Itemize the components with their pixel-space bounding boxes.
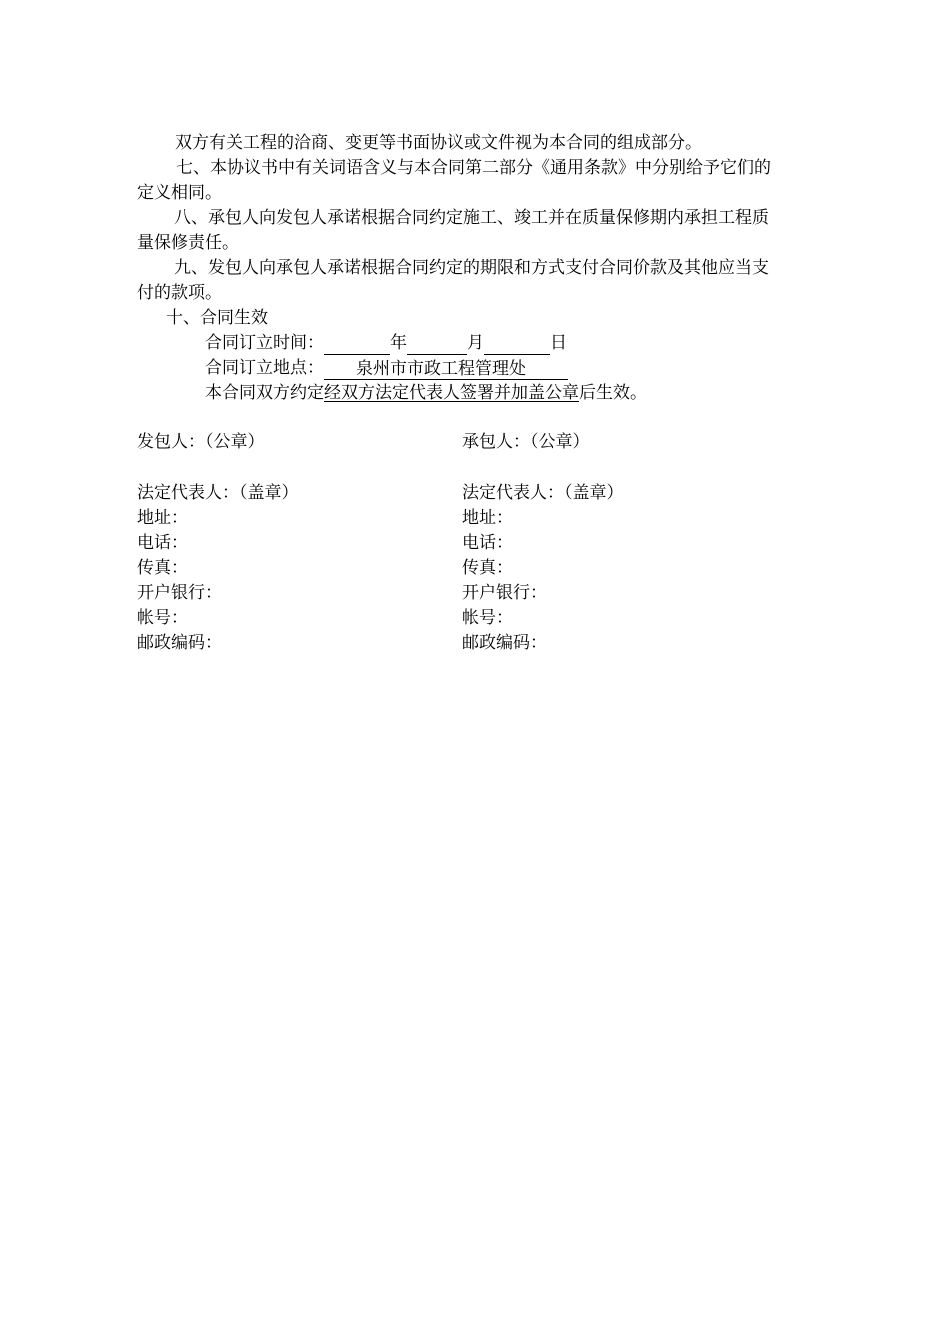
signing-place-row xyxy=(205,356,568,380)
day-blank xyxy=(484,334,550,355)
employer-party: 发包人：（公章） xyxy=(137,432,265,452)
paragraph-9-line-2: 付的款项。 xyxy=(137,283,222,303)
effect-clause xyxy=(205,381,647,405)
signing-place-field xyxy=(324,359,568,380)
contractor-bank: 开户银行： xyxy=(462,583,547,603)
paragraph-8-line-1: 八、承包人向发包人承诺根据合同约定施工、竣工并在质量保修期内承担工程质 xyxy=(174,208,769,228)
contractor-fax: 传真： xyxy=(462,558,513,578)
month-blank xyxy=(407,334,467,355)
effect-clause-suffix: 后生效。 xyxy=(579,383,647,403)
month-label: 月 xyxy=(467,333,484,353)
signing-time-label: 合同订立时间： xyxy=(205,333,324,353)
section-10-heading: 十、合同生效 xyxy=(166,308,268,328)
contractor-phone: 电话： xyxy=(462,533,513,553)
contractor-address: 地址： xyxy=(462,508,513,528)
effect-clause-prefix: 本合同双方约定 xyxy=(205,383,324,403)
contractor-account: 帐号： xyxy=(462,608,513,628)
employer-address: 地址： xyxy=(137,508,188,528)
contractor-legal-rep: 法定代表人：（盖章） xyxy=(462,483,624,503)
effect-clause-underlined: 经双方法定代表人签署并加盖公章 xyxy=(324,383,579,403)
day-label: 日 xyxy=(550,333,567,353)
paragraph-supplement: 双方有关工程的洽商、变更等书面协议或文件视为本合同的组成部分。 xyxy=(175,133,702,153)
contractor-postcode: 邮政编码： xyxy=(462,633,547,653)
signing-place-label: 合同订立地点： xyxy=(205,358,324,378)
employer-fax: 传真： xyxy=(137,558,188,578)
employer-postcode: 邮政编码： xyxy=(137,633,222,653)
paragraph-9-line-1: 九、发包人向承包人承诺根据合同约定的期限和方式支付合同价款及其他应当支 xyxy=(174,258,769,278)
paragraph-8-line-2: 量保修责任。 xyxy=(137,233,239,253)
paragraph-7-line-2: 定义相同。 xyxy=(137,183,222,203)
employer-legal-rep: 法定代表人：（盖章） xyxy=(137,483,299,503)
employer-phone: 电话： xyxy=(137,533,188,553)
contractor-party: 承包人：（公章） xyxy=(462,432,590,452)
employer-bank: 开户银行： xyxy=(137,583,222,603)
paragraph-7-line-1: 七、本协议书中有关词语含义与本合同第二部分《通用条款》中分别给予它们的 xyxy=(176,158,771,178)
year-label: 年 xyxy=(390,333,407,353)
year-blank xyxy=(324,334,390,355)
signing-place-value: 泉州市市政工程管理处 xyxy=(356,359,526,379)
signing-time-row xyxy=(205,331,567,355)
employer-account: 帐号： xyxy=(137,608,188,628)
